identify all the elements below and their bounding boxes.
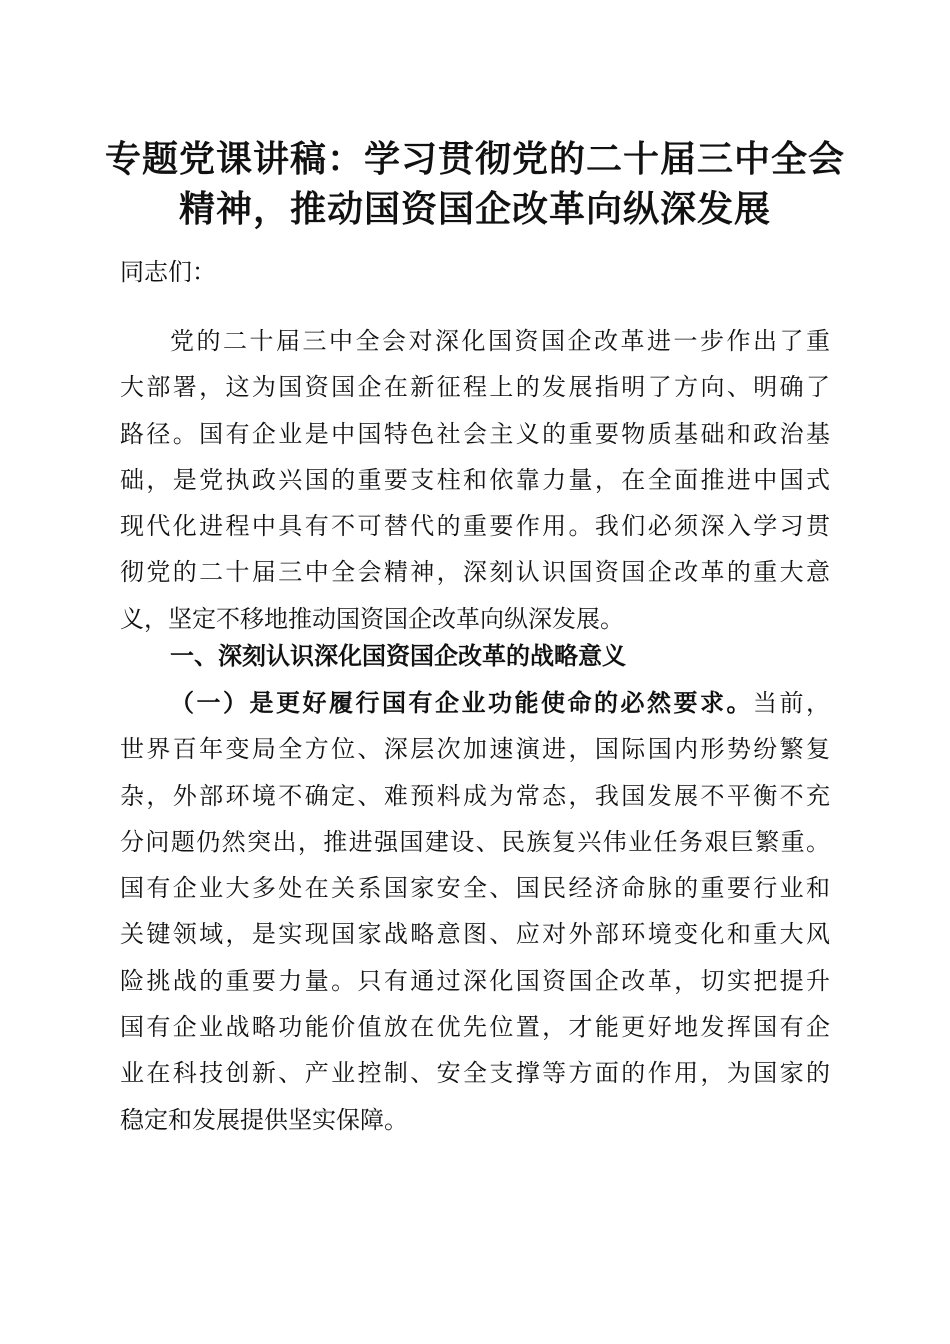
paragraph-2-line: 分问题仍然突出，推进强国建设、民族复兴伟业任务艰巨繁重。 — [120, 827, 830, 856]
paragraph-2-first-rest: 当前， — [753, 689, 830, 717]
paragraph-1 — [120, 318, 830, 642]
paragraph-2-line: 杂，外部环境不确定、难预料成为常态，我国发展不平衡不充 — [120, 781, 830, 810]
document-title-line-1: 专题党课讲稿：学习贯彻党的二十届三中全会 — [104, 138, 845, 180]
document-title-line-2: 精神，推动国资国企改革向纵深发展 — [178, 188, 771, 230]
paragraph-2-line: 业在科技创新、产业控制、安全支撑等方面的作用，为国家的 — [120, 1059, 830, 1088]
paragraph-2-line: 险挑战的重要力量。只有通过深化国资国企改革，切实把提升 — [120, 966, 830, 995]
section-1-heading: 一、深刻认识深化国资国企改革的战略意义 — [170, 642, 626, 670]
paragraph-1-line: 大部署，这为国资国企在新征程上的发展指明了方向、明确了 — [120, 373, 830, 402]
paragraph-2-line: 国有企业大多处在关系国家安全、国民经济命脉的重要行业和 — [120, 874, 830, 903]
paragraph-2-line: 关键领域，是实现国家战略意图、应对外部环境变化和重大风 — [120, 920, 830, 949]
paragraph-1-line: 现代化进程中具有不可替代的重要作用。我们必须深入学习贯 — [120, 512, 830, 541]
paragraph-2-line: 国有企业战略功能价值放在优先位置，才能更好地发挥国有企 — [120, 1013, 830, 1042]
paragraph-1-line: 路径。国有企业是中国特色社会主义的重要物质基础和政治基 — [120, 419, 830, 448]
paragraph-1-line: 义，坚定不移地推动国资国企改革向纵深发展。 — [120, 604, 624, 633]
paragraph-1-line: 党的二十届三中全会对深化国资国企改革进一步作出了重 — [170, 327, 830, 355]
paragraph-2-line: 稳定和发展提供坚实保障。 — [120, 1105, 408, 1134]
greeting: 同志们： — [120, 258, 216, 286]
paragraph-2-first-line — [120, 680, 830, 726]
paragraph-2 — [120, 680, 830, 1143]
paragraph-2-lead: （一）是更好履行国有企业功能使命的必然要求。 — [170, 689, 753, 717]
paragraph-1-line: 彻党的二十届三中全会精神，深刻认识国资国企改革的重大意 — [120, 558, 830, 587]
paragraph-1-line: 础，是党执政兴国的重要支柱和依靠力量，在全面推进中国式 — [120, 465, 830, 494]
paragraph-2-line: 世界百年变局全方位、深层次加速演进，国际国内形势纷繁复 — [120, 735, 830, 764]
